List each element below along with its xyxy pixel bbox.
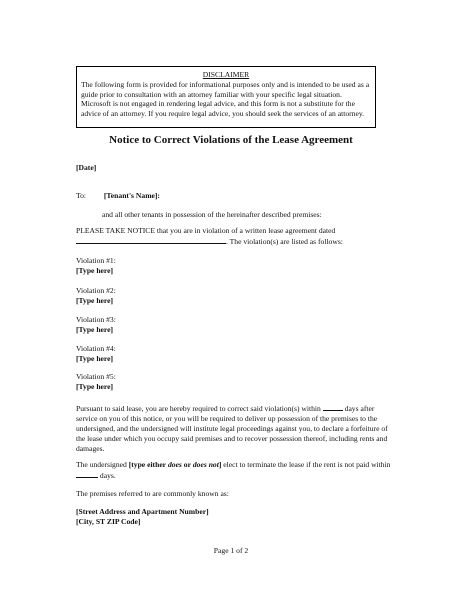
- violation-label: Violation #4:: [76, 344, 116, 353]
- city-field: [City, ST ZIP Code]: [76, 517, 141, 526]
- page-footer: Page 1 of 2: [213, 546, 249, 555]
- disclaimer-box: [76, 66, 376, 128]
- tenant-row: [76, 191, 160, 200]
- violation-item: [76, 372, 116, 391]
- undersigned-tail: elect to terminate the lease if the rent is not paid within: [223, 460, 391, 469]
- does-not-option: does not: [192, 460, 219, 469]
- occupants-text: and all other tenants in possession of the hereinafter described premises:: [102, 210, 322, 219]
- violation-label: Violation #3:: [76, 315, 116, 324]
- violation-field: [Type here]: [76, 324, 114, 334]
- violation-label: Violation #2:: [76, 286, 116, 295]
- pursuant-paragraph: [76, 403, 392, 454]
- or-word: or: [183, 460, 191, 469]
- violation-field: [Type here]: [76, 381, 114, 391]
- violation-item: [76, 315, 116, 334]
- violation-label: Violation #5:: [76, 372, 116, 381]
- terminate-paragraph: [76, 460, 392, 481]
- notice-paragraph: [76, 226, 394, 247]
- address-field: [Street Address and Apartment Number]: [76, 507, 209, 516]
- disclaimer-text: The following form is provided for informational purposes only and is intended to be used as a guide prior to consultation with an attorney familiar with your specific legal situation. Microsoft is not engaged in rendering legal advice, and this form is not a substitute for the advice of an attorney. If you require legal advice, you should seek the services of an attorney.: [81, 80, 370, 118]
- violation-field: [Type here]: [76, 295, 114, 305]
- pursuant-part1: Pursuant to said lease, you are hereby required to correct said violation(s) within: [76, 404, 321, 413]
- notice-tail: . The violation(s) are listed as follows:: [226, 237, 343, 246]
- to-label: To:: [76, 191, 87, 200]
- disclaimer-title: DISCLAIMER: [202, 70, 250, 79]
- violation-item: [76, 256, 116, 275]
- days-blank: [323, 403, 343, 411]
- does-option: does: [167, 460, 182, 469]
- undersigned-lead: The undersigned: [76, 460, 127, 469]
- lease-date-blank: [76, 236, 226, 244]
- pursuant-part2: days after service on you of this notice, or you will be required to deliver up possession of the premises to the undersigned, and the undersigned will institute legal proceedings against you, to declare a forfeiture of the lease under which you occupy said premises and to recover possession thereof, including rents and damages.: [76, 404, 388, 453]
- violation-label: Violation #1:: [76, 256, 116, 265]
- rent-days-blank: [76, 470, 98, 478]
- tenant-name-field: [Tenant's Name]:: [103, 191, 160, 200]
- date-field: [Date]: [76, 163, 97, 172]
- premises-text: The premises referred to are commonly known as:: [76, 489, 229, 498]
- document-title: Notice to Correct Violations of the Lease Agreement: [109, 134, 353, 146]
- days-word: days.: [99, 471, 116, 480]
- violation-item: [76, 286, 116, 305]
- violation-item: [76, 344, 116, 363]
- notice-lead: PLEASE TAKE NOTICE that you are in violation of a written lease agreement dated: [76, 226, 336, 235]
- undersigned-field-open: [type either: [128, 460, 167, 469]
- violation-field: [Type here]: [76, 353, 114, 363]
- undersigned-field-close: ]: [218, 460, 222, 469]
- violation-field: [Type here]: [76, 265, 114, 275]
